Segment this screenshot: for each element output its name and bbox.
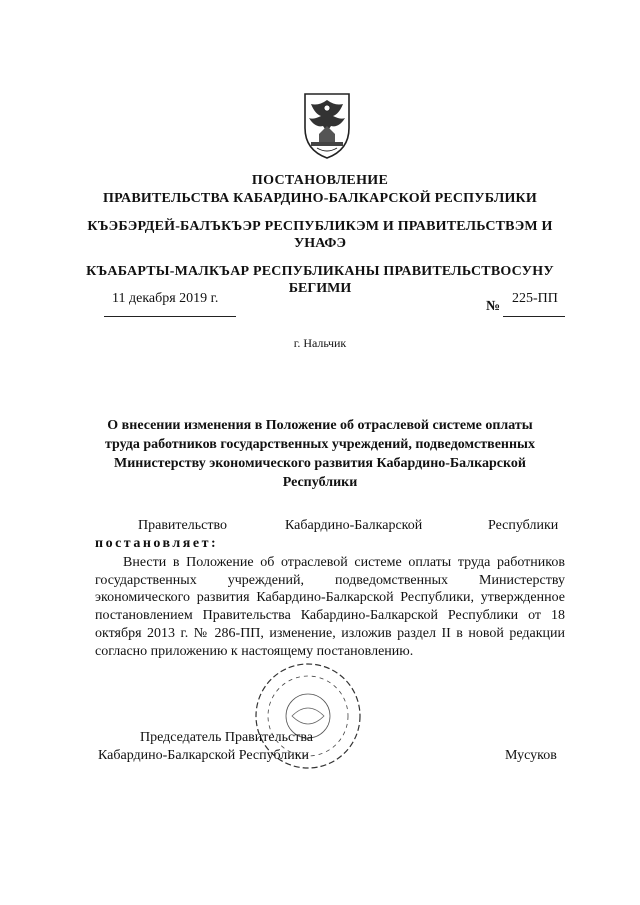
date-underline: [104, 316, 236, 317]
coat-of-arms-icon: [297, 88, 357, 160]
intro-word-1: Правительство: [138, 518, 227, 533]
document-date: 11 декабря 2019 г.: [112, 291, 219, 306]
government-heading-balk-cont: БЕГИМИ: [288, 281, 352, 296]
decree-word: постановляет:: [95, 536, 219, 551]
government-heading-ru: ПРАВИТЕЛЬСТВА КАБАРДИНО-БАЛКАРСКОЙ РЕСПУБЛИКИ: [102, 191, 538, 206]
signatory-position-cont: Кабардино-Балкарской Республики: [98, 748, 309, 763]
government-heading-balk: КЪАБАРТЫ-МАЛКЪАР РЕСПУБЛИКАНЫ ПРАВИТЕЛЬСТВОСУНУ: [86, 264, 554, 279]
doc-type-heading: ПОСТАНОВЛЕНИЕ: [251, 173, 389, 188]
signatory-position: Председатель Правительства: [140, 730, 313, 745]
government-heading-kab-cont: УНАФЭ: [294, 236, 346, 251]
government-heading-kab: КЪЭБЭРДЕЙ-БАЛЪКЪЭР РЕСПУБЛИКЭМ И ПРАВИТЕЛЬСТВЭМ И: [87, 219, 553, 234]
signatory-name: Мусуков: [505, 748, 557, 763]
body-text: [95, 554, 565, 660]
intro-word-2: Кабардино-Балкарской: [285, 518, 423, 533]
number-underline: [503, 316, 565, 317]
body-paragraph: Внести в Положение об отраслевой системе оплаты труда работников государственных учреждений, подведомственных Министерству экономического развития Кабардино-Балкарской Республики, утвержденное постановлением Правительства Кабардино-Балкарской Республики от 18 октября 2013 г. № 286-ПП, изменение, изложив раздел II в новой редакции согласно приложению к настоящему постановлению.: [95, 555, 565, 659]
intro-word-3: Республики: [488, 518, 559, 533]
city: г. Нальчик: [293, 336, 347, 350]
number-label: №: [486, 299, 501, 314]
document-number: 225-ПП: [512, 291, 558, 306]
document-title: О внесении изменения в Положение об отраслевой системе оплаты труда работников государственных учреждений, подведомственных Министерству экономического развития Кабардино-Балкарской Республики: [105, 418, 535, 490]
